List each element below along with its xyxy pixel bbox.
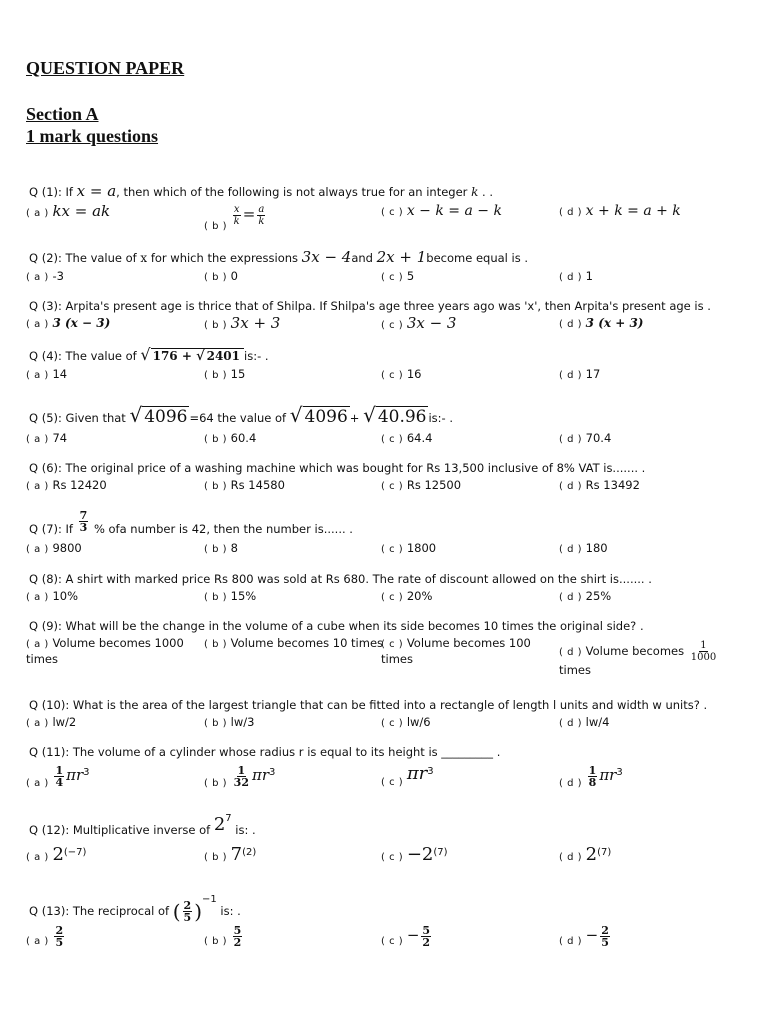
q12-option-b[interactable]: ( b ) 7$^{(2)}$ [204,843,257,865]
q6-option-a[interactable]: ( a ) Rs 12420 [26,478,107,492]
q1-option-d[interactable]: ( d ) x + k = a + k [559,203,681,219]
q8-option-a[interactable]: ( a ) 10% [26,589,79,603]
q6-option-b[interactable]: ( b ) Rs 14580 [204,478,285,492]
q3-option-c[interactable]: ( c ) 3x − 3 [381,314,457,332]
marks-heading: 1 mark questions [26,126,159,146]
q4-option-c[interactable]: ( c ) 16 [381,367,422,381]
q13-option-a[interactable]: ( a ) $\frac{2}{5}$ [26,924,64,949]
question-9: Q (9): What will be the change in the volume of a cube when its side becomes 10 times the original side? . [29,619,644,633]
q6-option-d[interactable]: ( d ) Rs 13492 [559,478,640,492]
q13-option-b[interactable]: ( b ) $\frac{5}{2}$ [204,924,242,949]
q4-option-d[interactable]: ( d ) 17 [559,367,601,381]
question-7: Q (7): If $\frac{7}{3}$ % ofa number is 42, then the number is...... . [29,509,353,536]
q2-option-b[interactable]: ( b ) 0 [204,269,238,283]
q13-option-d[interactable]: ( d ) − $\frac{2}{5}$ [559,924,609,949]
q11-option-c[interactable]: ( c ) $\pi r^3$ [381,762,434,788]
q4-option-a[interactable]: ( a ) 14 [26,367,68,381]
question-2: Q (2): The value of x for which the expressions 3x − 4and 2x + 1become equal is . [29,248,529,266]
q7-option-a[interactable]: ( a ) 9800 [26,541,82,555]
q7-option-b[interactable]: ( b ) 8 [204,541,238,555]
q9-option-b[interactable]: ( b ) Volume becomes 10 times [204,636,384,650]
q8-option-c[interactable]: ( c ) 20% [381,589,433,603]
q5-option-c[interactable]: ( c ) 64.4 [381,431,433,445]
question-12: Q (12): Multiplicative inverse of $2^7$ is: . [29,813,256,837]
q2-option-d[interactable]: ( d ) 1 [559,269,593,283]
q5-option-d[interactable]: ( d ) 70.4 [559,431,612,445]
q6-option-c[interactable]: ( c ) Rs 12500 [381,478,462,492]
q5-option-b[interactable]: ( b ) 60.4 [204,431,257,445]
question-3: Q (3): Arpita's present age is thrice that of Shilpa. If Shilpa's age three years ago was 'x', then Arpita's present age is . [29,299,711,313]
q1-option-a[interactable]: ( a ) kx = ak [26,202,111,220]
q1-option-c[interactable]: ( c ) x − k = a − k [381,203,502,219]
q11-option-a[interactable]: ( a ) $\frac{1}{4}$ $\pi r^3$ [26,764,90,789]
question-10: Q (10): What is the area of the largest triangle that can be fitted into a rectangle of length l units and width w units? . [29,698,708,712]
question-5: Q (5): Given that √ 4096 =64 the value of √ 4096 + √ 40.96 is:- . [29,403,454,427]
q7-option-d[interactable]: ( d ) 180 [559,541,608,555]
q12-option-a[interactable]: ( a ) $2^{(-7)}$ [26,843,87,865]
question-13: Q (13): The reciprocal of ( $\frac{2}{5}$ )$^{-1}$ is: . [29,894,241,924]
q9-option-c[interactable]: ( c ) Volume becomes 100 times [381,636,531,666]
page-title: QUESTION PAPER [26,58,185,78]
q8-option-d[interactable]: ( d ) 25% [559,589,612,603]
q4-option-b[interactable]: ( b ) 15 [204,367,246,381]
q10-option-d[interactable]: ( d ) lw/4 [559,715,610,729]
q13-option-c[interactable]: ( c ) − $\frac{5}{2}$ [381,924,431,949]
question-11: Q (11): The volume of a cylinder whose radius r is equal to its height is _________ . [29,745,501,759]
q10-option-a[interactable]: ( a ) lw/2 [26,715,77,729]
q5-option-a[interactable]: ( a ) 74 [26,431,68,445]
sqrt-expression: √ 176 + √ 2401 [140,345,244,364]
question-6: Q (6): The original price of a washing machine which was bought for Rs 13,500 inclusive of 8% VAT is....... . [29,461,646,475]
question-4: Q (4): The value of √ 176 + √ 2401 is:- . [29,345,269,364]
q8-option-b[interactable]: ( b ) 15% [204,589,257,603]
section-heading: Section A [26,104,99,124]
q3-option-b[interactable]: ( b ) 3x + 3 [204,314,281,332]
q3-option-a[interactable]: ( a ) 3 (x − 3) [26,316,111,330]
q9-option-a[interactable]: ( a ) Volume becomes 1000 times [26,636,184,666]
q11-option-d[interactable]: ( d ) $\frac{1}{8}$ $\pi r^3$ [559,764,623,789]
question-8: Q (8): A shirt with marked price Rs 800 was sold at Rs 680. The rate of discount allowed on the shirt is....... . [29,572,652,586]
q10-option-b[interactable]: ( b ) lw/3 [204,715,255,729]
q3-option-d[interactable]: ( d ) 3 (x + 3) [559,316,644,330]
q10-option-c[interactable]: ( c ) lw/6 [381,715,431,729]
q12-option-c[interactable]: ( c ) $-2^{(7)}$ [381,843,448,865]
question-1: Q (1): If x = a, then which of the following is not always true for an integer k . . [29,182,493,200]
q7-option-c[interactable]: ( c ) 1800 [381,541,437,555]
q11-option-b[interactable]: ( b ) $\frac{1}{32}$ $\pi r^3$ [204,764,276,789]
q2-option-c[interactable]: ( c ) 5 [381,269,415,283]
q9-option-d[interactable]: ( d ) Volume becomes $\frac{1}{1000}$ times [559,640,717,677]
q12-option-d[interactable]: ( d ) 2$^{(7)}$ [559,843,612,865]
q1-option-b[interactable]: ( b ) $\frac{x}{k}$ = $\frac{a}{k}$ [204,204,265,232]
q2-option-a[interactable]: ( a ) -3 [26,269,64,283]
